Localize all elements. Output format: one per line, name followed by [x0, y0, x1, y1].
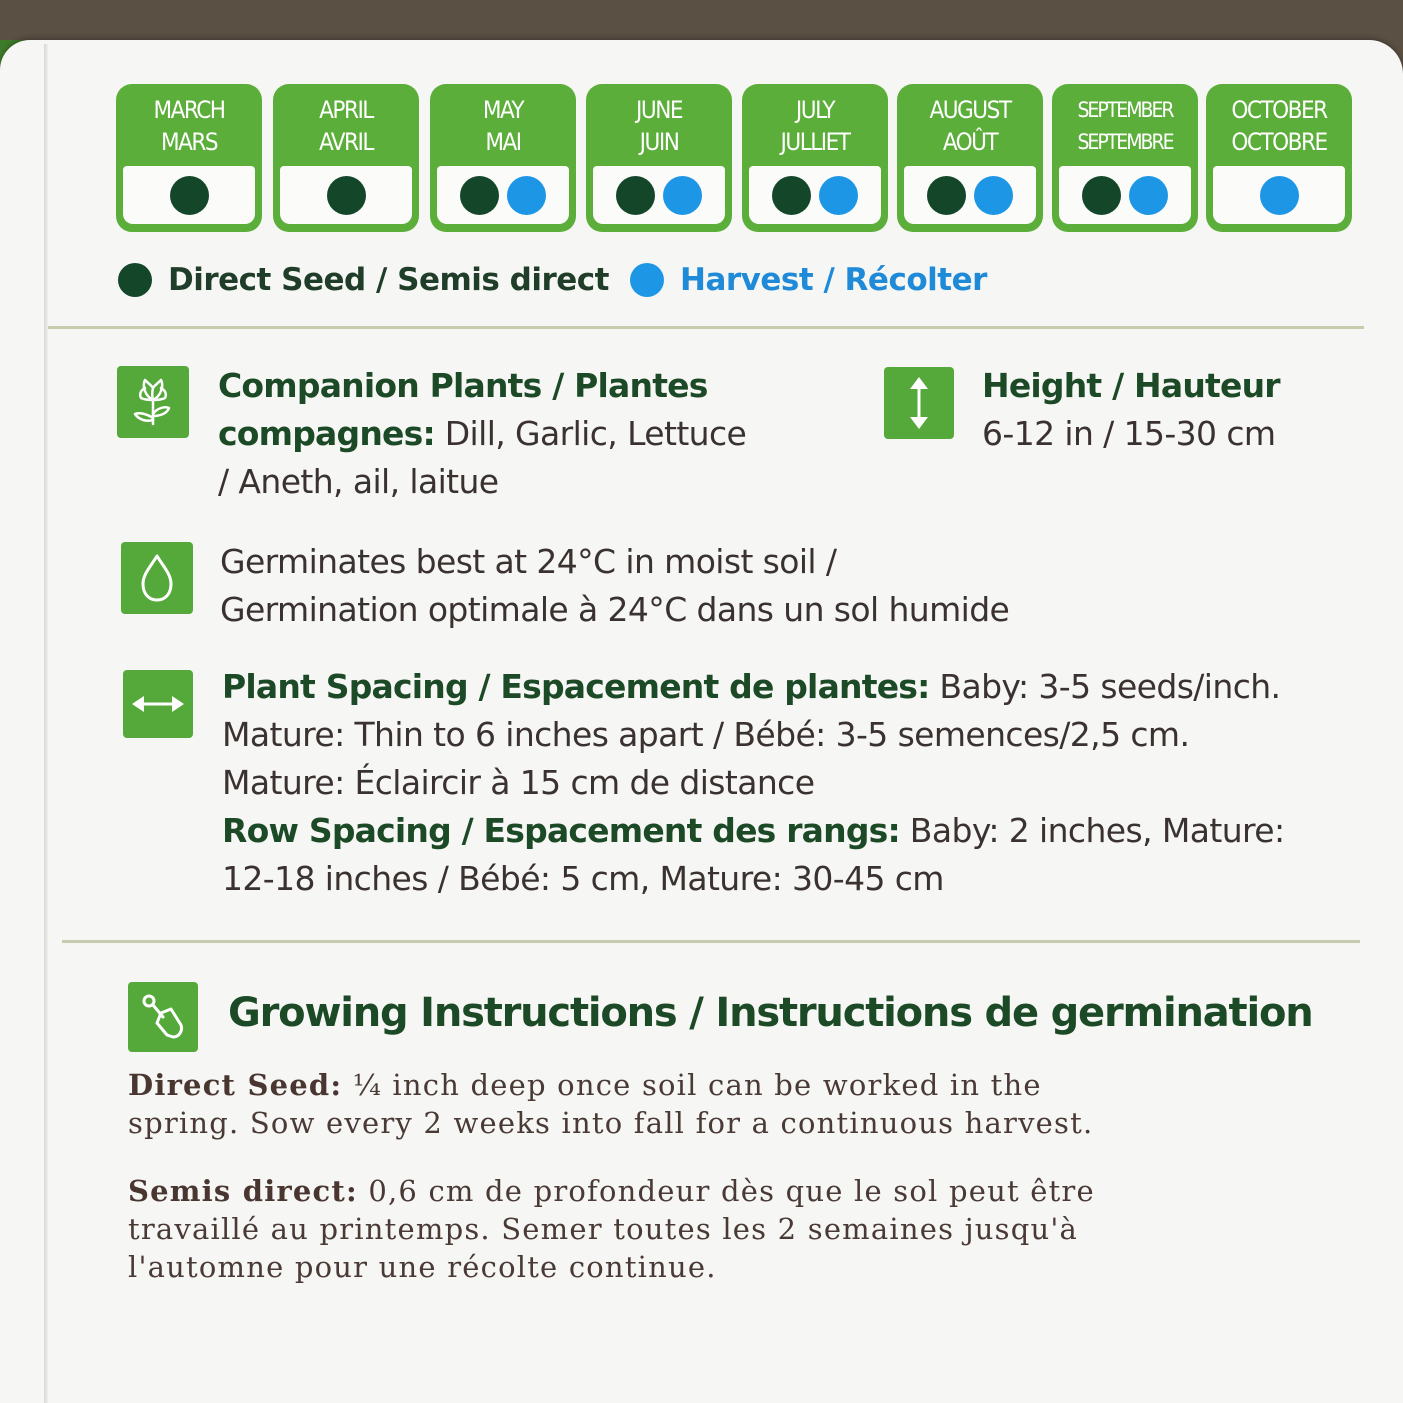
vertical-arrows-icon [884, 367, 954, 439]
month-label: AUGUST AOÛT [929, 96, 1011, 156]
month-tab-october [1206, 84, 1352, 232]
semis-direct-lead: Semis direct: [128, 1174, 358, 1208]
legend-harvest [630, 258, 987, 302]
plant-spacing-label: Plant Spacing / Espacement de plantes: [222, 667, 930, 706]
height-label: Height / Hauteur [982, 366, 1280, 405]
water-drop-icon [121, 542, 193, 614]
month-tab-july [742, 84, 888, 232]
divider [62, 940, 1360, 943]
month-label: OCTOBER OCTOBRE [1231, 96, 1327, 156]
month-label: SEPTEMBER SEPTEMBRE [1077, 98, 1173, 154]
month-label: JULY JULLIET [780, 96, 850, 156]
month-slot [593, 166, 725, 224]
month-tab-august [897, 84, 1043, 232]
horizontal-arrows-icon [123, 670, 193, 738]
seed-dot [772, 176, 811, 215]
month-slot [1059, 166, 1191, 224]
row-spacing-label: Row Spacing / Espacement des rangs: [222, 811, 900, 850]
plant-spacing-text: Baby: 3-5 seeds/inch. [929, 667, 1281, 706]
legend-direct-seed [118, 258, 609, 302]
plant-spacing-line2: Mature: Thin to 6 inches apart / Bébé: 3-5 semences/2,5 cm. [222, 715, 1190, 754]
planting-calendar [112, 84, 1352, 234]
semis-direct-text: 0,6 cm de profondeur dès que le sol peut être [357, 1174, 1095, 1208]
month-tab-june [586, 84, 732, 232]
companion-plants [218, 362, 818, 506]
month-tab-may [430, 84, 576, 232]
month-label: JUNE JUIN [636, 96, 682, 156]
height-info [982, 362, 1342, 458]
trowel-icon [128, 982, 198, 1052]
plant-spacing-line3: Mature: Éclaircir à 15 cm de distance [222, 763, 815, 802]
harvest-dot [819, 176, 858, 215]
companion-text-fr: / Aneth, ail, laitue [218, 462, 499, 501]
month-label: MARCH MARS [153, 96, 225, 156]
legend-harvest-label: Harvest / Récolter [680, 262, 987, 298]
month-tab-april [273, 84, 419, 232]
row-spacing-text: Baby: 2 inches, Mature: [899, 811, 1285, 850]
companion-text-en: Dill, Garlic, Lettuce [434, 414, 747, 453]
germination-line-fr: Germination optimale à 24°C dans un sol humide [220, 590, 1010, 629]
seed-dot [460, 176, 499, 215]
divider [48, 326, 1364, 329]
harvest-dot [1260, 176, 1299, 215]
direct-seed-lead: Direct Seed: [128, 1068, 343, 1102]
harvest-dot [507, 176, 546, 215]
companion-label: Companion Plants / Plantes [218, 366, 708, 405]
month-slot [749, 166, 881, 224]
direct-seed-instructions-en [128, 1066, 1328, 1142]
month-slot [280, 166, 412, 224]
row-spacing-line2: 12-18 inches / Bébé: 5 cm, Mature: 30-45 cm [222, 859, 944, 898]
month-tab-september [1052, 84, 1198, 232]
seed-dot [1082, 176, 1121, 215]
harvest-dot [663, 176, 702, 215]
height-value: 6-12 in / 15-30 cm [982, 414, 1276, 453]
seed-dot [616, 176, 655, 215]
semis-direct-text-line3: l'automne pour une récolte continue. [128, 1250, 717, 1284]
month-slot [437, 166, 569, 224]
growing-instructions-title: Growing Instructions / Instructions de germination [228, 990, 1313, 1036]
month-slot [1213, 166, 1345, 224]
germination-info [220, 538, 1220, 634]
seed-dot [927, 176, 966, 215]
harvest-dot [1129, 176, 1168, 215]
seed-legend-dot [118, 263, 152, 297]
month-tab-march [116, 84, 262, 232]
harvest-legend-dot [630, 263, 664, 297]
harvest-dot [974, 176, 1013, 215]
seed-dot [170, 176, 209, 215]
card-fold [44, 44, 48, 1403]
direct-seed-text: ¼ inch deep once soil can be worked in the [342, 1068, 1042, 1102]
companion-label-cont: compagnes: [218, 414, 435, 453]
month-slot [904, 166, 1036, 224]
semis-direct-text-line2: travaillé au printemps. Semer toutes les 2 semaines jusqu'à [128, 1212, 1079, 1246]
month-label: APRIL AVRIL [319, 96, 373, 156]
legend-seed-label: Direct Seed / Semis direct [168, 262, 609, 298]
spacing-info [222, 663, 1362, 903]
germination-line-en: Germinates best at 24°C in moist soil / [220, 542, 837, 581]
semis-direct-instructions-fr [128, 1172, 1348, 1286]
month-label: MAY MAI [482, 96, 524, 156]
seed-dot [327, 176, 366, 215]
direct-seed-text-line2: spring. Sow every 2 weeks into fall for a continuous harvest. [128, 1106, 1094, 1140]
flower-icon [117, 366, 189, 438]
month-slot [123, 166, 255, 224]
